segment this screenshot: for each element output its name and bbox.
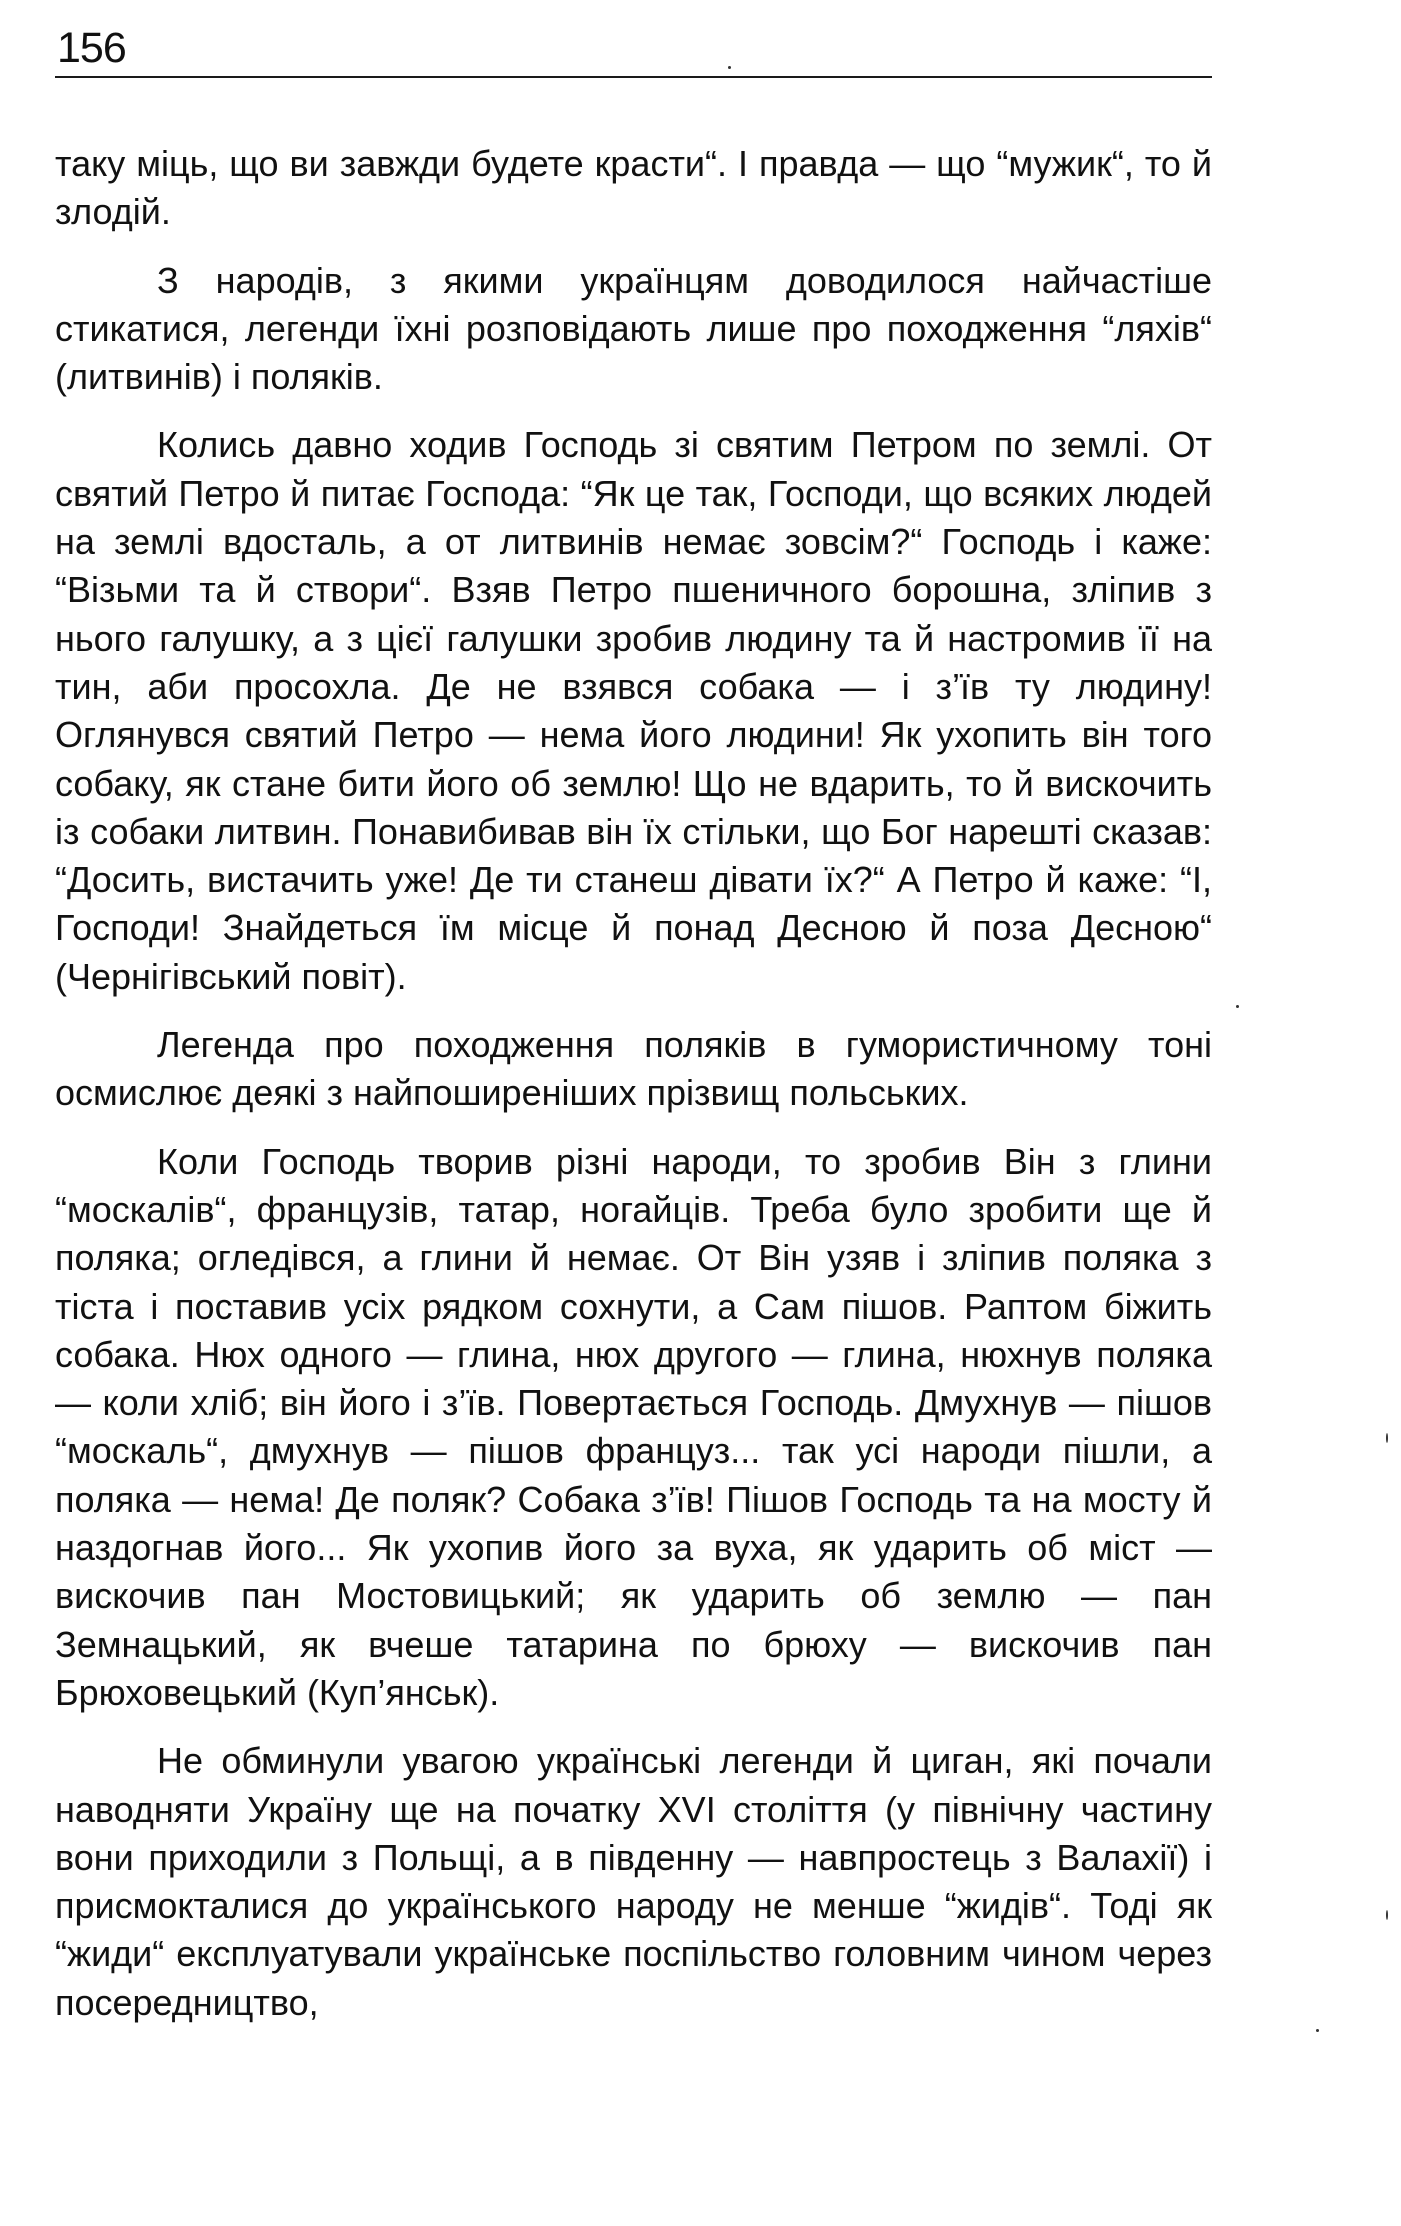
paragraph-legend-poles: Коли Господь творив різні народи, то зробив Він з глини “москалів“, французів, татар, ногайців. Треба було зробити ще й поляка; огледівся, а глини й немає. От Він узяв і зліпив поляка з тіста і поставив усіх рядком сохнути, а Сам пішов. Раптом біжить собака. Нюх одного — глина, нюх другого — глина, нюхнув поляка — коли хліб; він його і з’їв. Повертається Господь. Дмухнув — пішов “москаль“, дмухнув — пішов француз... так усі народи пішли, а поляка — нема! Де поляк? Собака з’їв! Пішов Господь та на мосту й наздогнав його... Як ухопив його за вуха, як ударить об міст — вискочив пан Мостовицький; як ударить об землю — пан Земнацький, як вчеше татарина по брюху — вискочив пан Брюховецький (Куп’янськ).: [55, 1140, 1212, 1713]
paragraph-peoples: З народів, з якими українцям доводилося найчастіше стикатися, легенди їхні розповідають лише про походження “ляхів“ (литвинів) і поляків.: [55, 259, 1212, 398]
running-header: [55, 22, 1212, 78]
paragraph-poles-intro: Легенда про походження поляків в гумористичному тоні осмислює деякі з найпоширеніших прізвищ польських.: [55, 1024, 1212, 1114]
scan-speck: [1316, 2029, 1319, 2032]
body-text: [55, 140, 1212, 2027]
scan-speck: [1386, 1910, 1388, 1920]
paragraph-legend-lithuanians: Колись давно ходив Господь зі святим Петром по землі. От святий Петро й питає Господа: “Як це так, Господи, що всяких людей на землі вдосталь, а от литвинів немає зовсім?“ Господь і каже: “Візьми та й створи“. Взяв Петро пшеничного борошна, зліпив з нього галушку, а з цієї галушки зробив людину та й настромив її на тин, аби просохла. Де не взявся собака — і з’їв ту людину! Оглянувся святий Петро — нема його людини! Як ухопить він того собаку, як стане бити його об землю! Що не вдарить, то й вискочить із собаки литвин. Понавибивав він їх стільки, що Бог нарешті сказав: “Досить, вистачить уже! Де ти станеш дівати їх?“ А Петро й каже: “І, Господи! Знайдеться їм місце й понад Десною й поза Десною“ (Чернігівський повіт).: [55, 424, 1212, 997]
scan-speck: [728, 66, 731, 69]
scan-speck: [1386, 1433, 1388, 1443]
scan-speck: [1236, 1005, 1239, 1008]
page-number: 156: [57, 24, 126, 72]
paragraph-continuation: таку міць, що ви завжди будете красти“. І правда — що “мужик“, то й злодій.: [55, 143, 1212, 233]
paragraph-gypsies: Не обминули увагою українські легенди й циган, які почали наводняти Україну ще на початку XVI століття (у північну частину вони приходили з Польщі, а в південну — навпростець з Валахії) і присмокталися до українського народу не менше “жидів“. Тоді як “жиди“ експлуатували українське поспільство головним чином через посередництво,: [55, 1740, 1212, 2023]
